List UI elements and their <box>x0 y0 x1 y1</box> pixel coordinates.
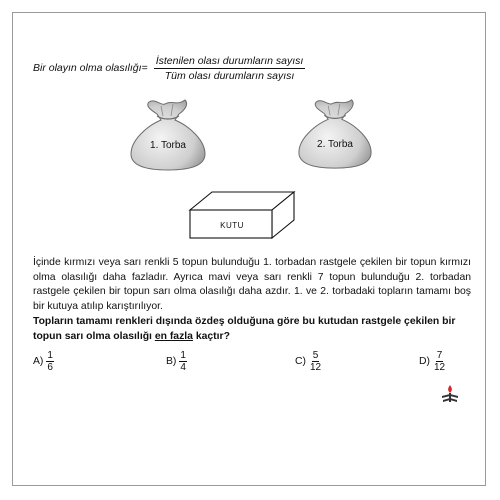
formula-denominator: Tüm olası durumların sayısı <box>164 69 295 82</box>
option-numerator: 1 <box>180 350 186 361</box>
box-label: KUTU <box>220 221 244 230</box>
option-denominator: 12 <box>433 362 446 373</box>
question-emphasis: en fazla <box>154 330 193 342</box>
formula-numerator: İstenilen olası durumların sayısı <box>155 54 304 67</box>
bag-1 <box>127 96 209 172</box>
box-icon <box>186 188 296 240</box>
option-d[interactable] <box>419 350 446 373</box>
bag-1-label: 1. Torba <box>150 140 186 151</box>
problem-text: İçinde kırmızı veya sarı renkli 5 topun bulunduğu 1. torbadan rastgele çekilen bir topun kırmızı olma olasılığı daha fazladır. Ayrıca mavi veya sarı renkli 7 topun bulunduğu 2. torbadan rastgele çekilen bir topun sarı olma olasılığı daha azdır. 1. ve 2. torbadaki topların tamamı boş bir kutuya atılıp karıştırılıyor. <box>33 257 471 312</box>
option-c[interactable] <box>295 350 322 373</box>
option-letter: C) <box>295 356 306 367</box>
option-numerator: 1 <box>47 350 53 361</box>
question-text <box>33 315 473 344</box>
question-part-1: Topların tamamı renkleri dışında özdeş olduğuna göre bu kutudan rastgele çekilen bir topun sarı olma olasılığı <box>33 316 456 342</box>
option-fraction <box>433 350 446 373</box>
option-b[interactable] <box>166 350 187 373</box>
option-fraction <box>309 350 322 373</box>
bag-2-label: 2. Torba <box>317 139 353 150</box>
option-numerator: 5 <box>312 350 319 361</box>
formula-lhs: Bir olayın olma olasılığı= <box>33 62 148 74</box>
option-letter: A) <box>33 356 44 367</box>
formula-fraction <box>154 55 306 82</box>
option-fraction <box>179 350 187 373</box>
probability-formula <box>33 50 305 86</box>
sack-icon <box>295 95 375 171</box>
meb-logo-icon <box>441 384 459 404</box>
sack-icon <box>127 96 209 172</box>
answer-options <box>0 350 500 380</box>
question-part-2: kaçtır? <box>192 330 230 342</box>
option-letter: B) <box>166 356 177 367</box>
bag-2 <box>295 95 375 171</box>
option-denominator: 12 <box>309 362 322 373</box>
option-fraction <box>46 350 54 373</box>
option-denominator: 6 <box>47 362 53 373</box>
option-numerator: 7 <box>436 350 443 361</box>
option-denominator: 4 <box>180 362 186 373</box>
box <box>186 188 296 240</box>
option-letter: D) <box>419 356 430 367</box>
option-a[interactable] <box>33 350 54 373</box>
